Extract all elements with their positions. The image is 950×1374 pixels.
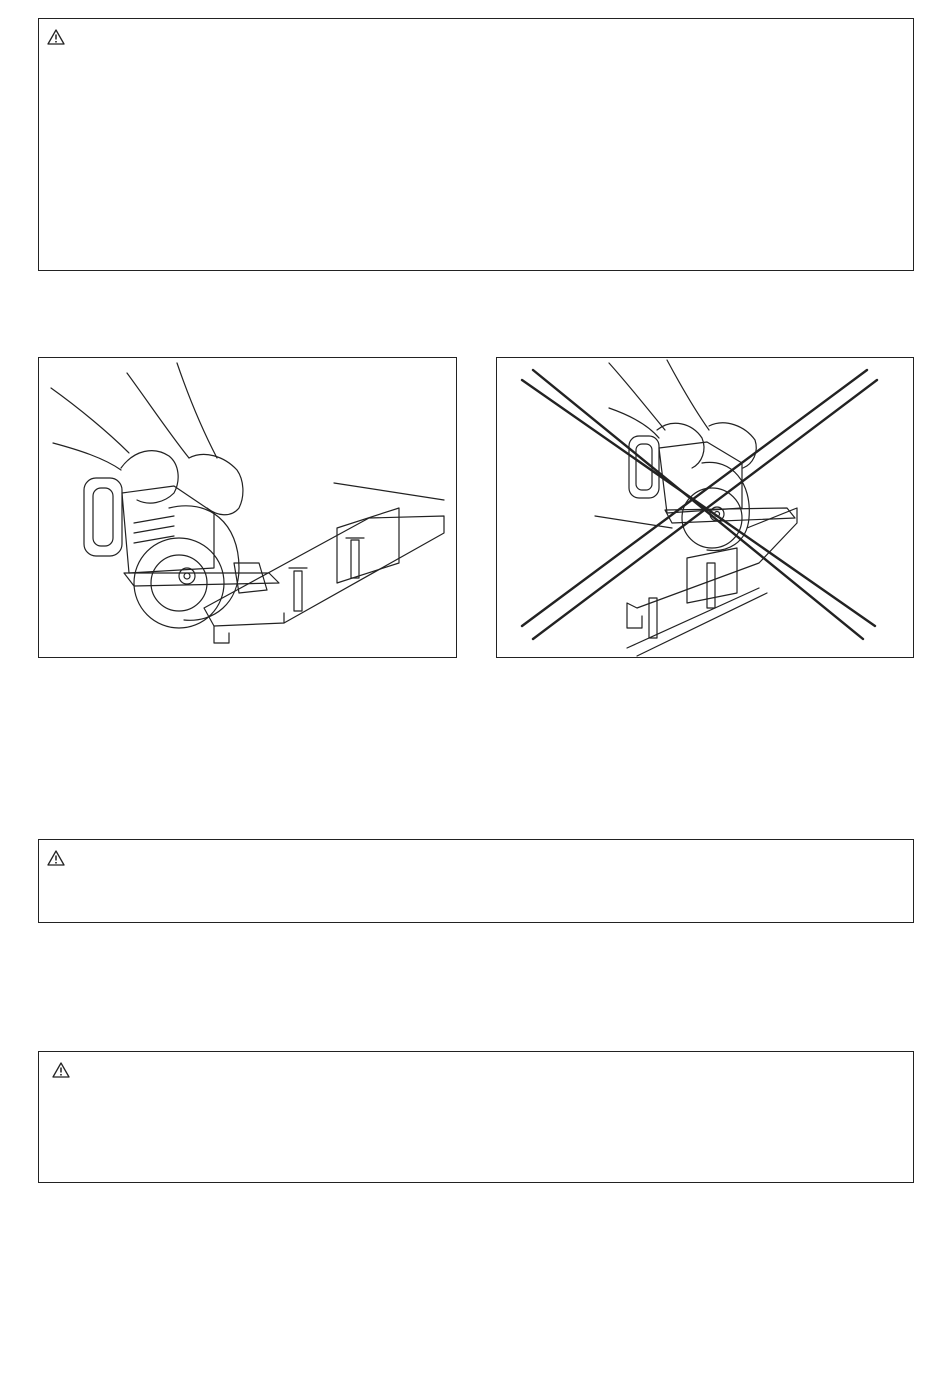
figure-correct-usage <box>38 357 457 658</box>
warning-box-1 <box>38 18 914 271</box>
warning-box-3 <box>38 1051 914 1183</box>
warning-triangle-icon <box>47 850 65 866</box>
warning-triangle-icon <box>47 29 65 45</box>
warning-box-2 <box>38 839 914 923</box>
cross-out-mark <box>522 370 877 639</box>
figure-incorrect-usage <box>496 357 914 658</box>
warning-triangle-icon <box>52 1062 70 1078</box>
saw-incorrect-illustration <box>497 358 914 658</box>
saw-correct-illustration <box>39 358 457 658</box>
